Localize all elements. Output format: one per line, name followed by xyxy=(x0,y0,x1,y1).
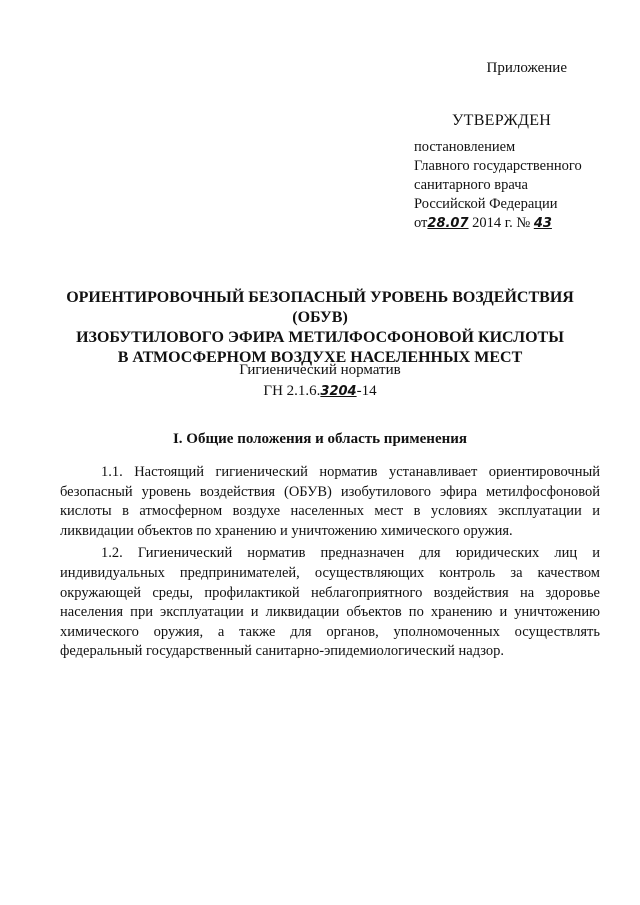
approval-line-1: постановлением xyxy=(414,139,516,155)
approval-line-4: Российской Федерации xyxy=(414,196,558,212)
approval-block xyxy=(414,111,582,233)
paragraph-1-2: 1.2. Гигиенический норматив предназначен для юридических лиц и индивидуальных предпринимателей, осуществляющих контроль за качеством окружающей среды, профилактикой неблагоприятного воздействия на здоровье населения при эксплуатации и ликвидации объектов по хранению и уничтожению химического оружия, а также для органов, уполномоченных осуществлять федеральный государственный санитарно-эпидемиологический надзор. xyxy=(60,545,600,660)
date-prefix: от xyxy=(414,215,428,231)
title-line-2: ИЗОБУТИЛОВОГО ЭФИРА МЕТИЛФОСФОНОВОЙ КИСЛОТЫ xyxy=(76,329,564,346)
title-line-3: В АТМОСФЕРНОМ ВОЗДУХЕ НАСЕЛЕННЫХ МЕСТ xyxy=(117,349,523,366)
date-suffix: 2014 г. № xyxy=(472,215,531,231)
title-line-1: ОРИЕНТИРОВОЧНЫЙ БЕЗОПАСНЫЙ УРОВЕНЬ ВОЗДЕЙСТВИЯ (ОБУВ) xyxy=(66,289,574,326)
approval-date-line xyxy=(414,214,582,233)
document-title xyxy=(40,288,600,368)
norm-code-prefix: ГН 2.1.6. xyxy=(263,383,321,399)
approval-line-3: санитарного врача xyxy=(414,177,528,193)
norm-code-handwritten: 3204 xyxy=(320,384,357,399)
handwritten-date: 28.07 xyxy=(427,216,469,231)
handwritten-number: 43 xyxy=(533,216,552,231)
norm-block xyxy=(40,360,600,402)
paragraph-1-1: 1.1. Настоящий гигиенический норматив устанавливает ориентировочный безопасный уровень воздействия (ОБУВ) изобутилового эфира метилфосфоновой кислоты в атмосферном воздухе населенных мест в условиях эксплуатации и ликвидации объектов по хранению и уничтожению химического оружия. xyxy=(60,464,600,539)
approval-heading: УТВЕРЖДЕН xyxy=(452,112,552,129)
section-heading: I. Общие положения и область применения xyxy=(172,431,468,447)
approval-line-2: Главного государственного xyxy=(414,158,582,174)
norm-code xyxy=(40,381,600,402)
norm-label: Гигиенический норматив xyxy=(239,362,401,378)
norm-code-suffix: -14 xyxy=(356,383,377,399)
document-body xyxy=(60,463,600,665)
appendix-label: Приложение xyxy=(486,60,567,76)
